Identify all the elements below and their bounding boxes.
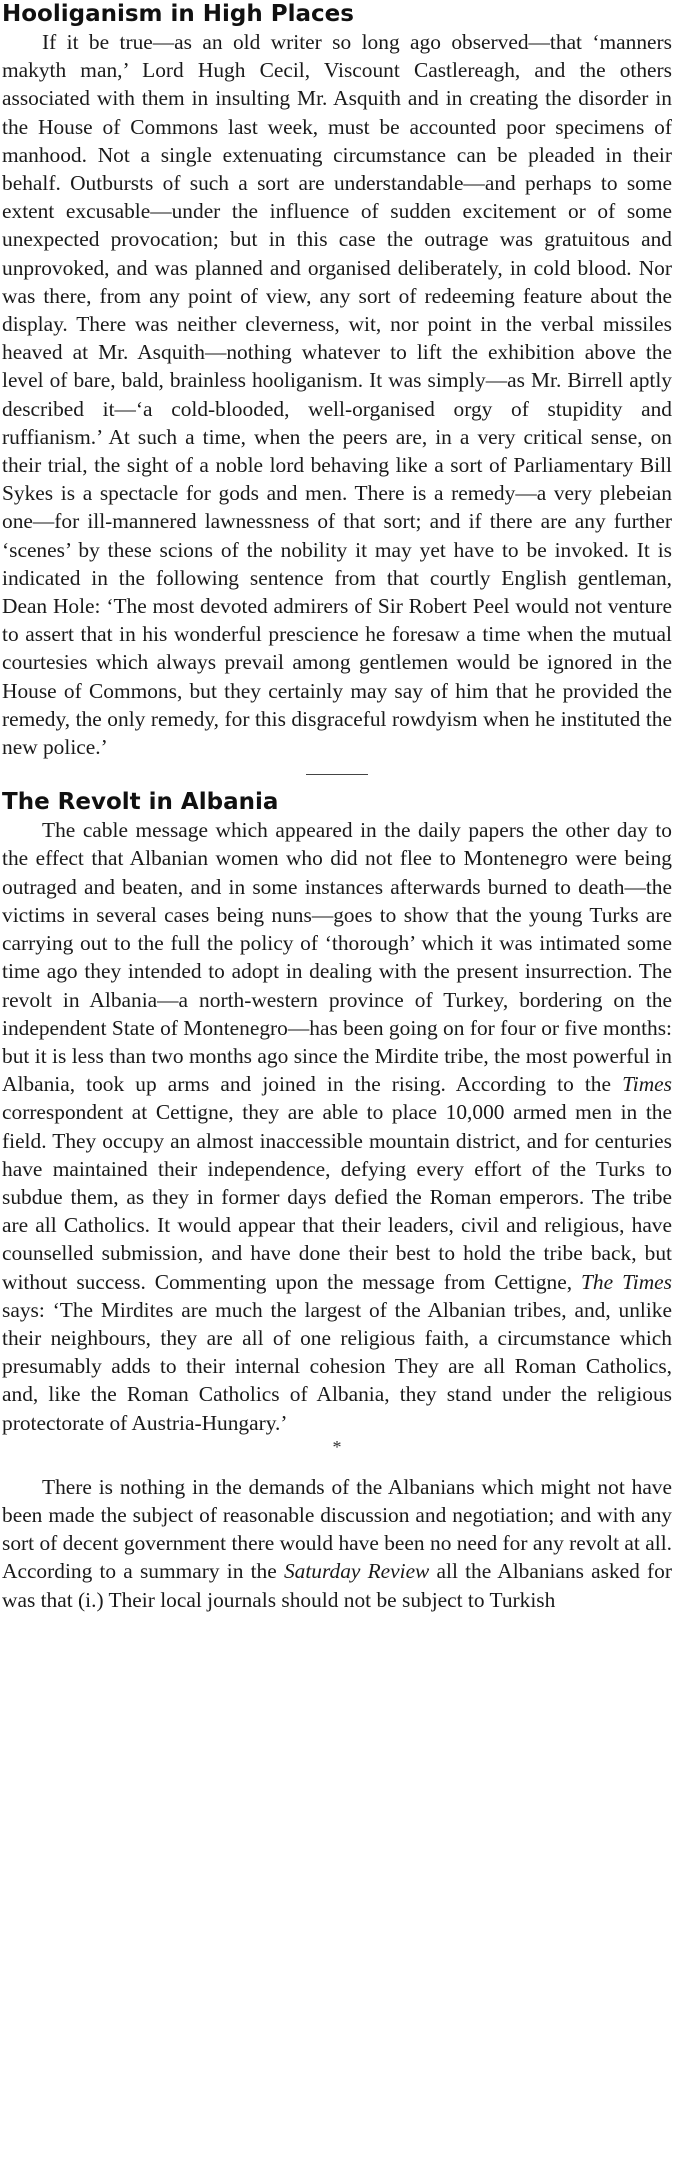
article-hooliganism bbox=[2, 0, 672, 761]
newspaper-name: The Times bbox=[581, 1269, 673, 1294]
paragraph-text: The cable message which appeared in the daily papers the other day to the effect that Albanian women who did not flee to Montenegro were being outraged and beaten, and in some instances afterwards burned to death—the victims in several cases being nuns—goes to show that the young Turks are carrying out to the full the policy of ‘thorough’ which it was intimated some time ago they intended to adopt in dealing with the present insurrection. The revolt in Albania—a north-western province of Turkey, bordering on the independent State of Montenegro—has been going on for four or five months: but it is less than two months ago since the Mirdite tribe, the most powerful in Albania, took up arms and joined in the rising. According to the bbox=[2, 818, 672, 1097]
section-divider bbox=[306, 774, 368, 775]
paragraph-text: says: ‘The Mirdites are much the largest of the Albanian tribes, and, unlike their neighbours, they are all of one religious faith, a circumstance which presumably adds to their internal cohesion They are all Roman Catholics, and, like the Roman Catholics of Albania, they stand under the religious protectorate of Austria-Hungary.’ bbox=[2, 1297, 672, 1435]
article-paragraph bbox=[2, 1473, 672, 1614]
newspaper-name: Saturday Review bbox=[283, 1559, 430, 1584]
article-title: The Revolt in Albania bbox=[2, 789, 279, 816]
paragraph-separator: * bbox=[332, 1436, 342, 1457]
article-title: Hooliganism in High Places bbox=[2, 1, 354, 27]
paragraph-text: all the Albanians asked for was that (i.) Their local journals should not be subject to Turkish bbox=[2, 1559, 672, 1612]
newspaper-name: Times bbox=[622, 1072, 672, 1097]
article-albania bbox=[2, 788, 672, 1613]
article-paragraph: If it be true—as an old writer so long ago observed—that ‘manners makyth man,’ Lord Hugh Cecil, Viscount Castlereagh, and the others associated with them in insulting Mr. Asquith and in creating the disorder in the House of Commons last week, must be accounted poor specimens of manhood. Not a single extenuating circumstance can be pleaded in their behalf. Outbursts of such a sort are understandable—and perhaps to some extent excusable—under the influence of sudden excitement or of some unexpected provocation; but in this case the outrage was gratuitous and unprovoked, and was planned and organised deliberately, in cold blood. Nor was there, from any point of view, any sort of redeeming feature about the display. There was neither cleverness, wit, nor point in the verbal missiles heaved at Mr. Asquith—nothing whatever to lift the exhibition above the level of bare, bald, brainless hooliganism. It was simply—as Mr. Birrell aptly described it—‘a cold-blooded, well-organised orgy of stupidity and ruffianism.’ At such a time, when the peers are, in a very critical sense, on their trial, the sight of a noble lord behaving like a sort of Parliamentary Bill Sykes is a spectacle for gods and men. There is a remedy—a very plebeian one—for ill-mannered lawnessness of that sort; and if there are any further ‘scenes’ by these scions of the nobility it may yet have to be invoked. It is indicated in the following sentence from that courtly English gentleman, Dean Hole: ‘The most devoted admirers of Sir Robert Peel would not venture to assert that in his wonderful prescience he foresaw a time when the mutual courtesies which always prevail among gentlemen would be ignored in the House of Commons, but they certainly may say of him that he provided the remedy, the only remedy, for this disgraceful rowdyism when he instituted the new police.’ bbox=[2, 30, 672, 760]
article-paragraph bbox=[2, 816, 672, 1436]
paragraph-text: correspondent at Cettigne, they are able to place 10,000 armed men in the field. They occupy an almost inaccessible mountain district, and for centuries have maintained their independence, defying every effort of the Turks to subdue them, as they in former days defied the Roman emperors. The tribe are all Catholics. It would appear that their leaders, civil and religious, have counselled submission, and have done their best to hold the tribe back, but without success. Commenting upon the message from Cettigne, bbox=[2, 1100, 672, 1294]
paragraph-text: There is nothing in the demands of the Albanians which might not have been made the subject of reasonable discussion and negotiation; and with any sort of decent government there would have been no need for any revolt at all. According to a summary in the bbox=[2, 1474, 672, 1584]
